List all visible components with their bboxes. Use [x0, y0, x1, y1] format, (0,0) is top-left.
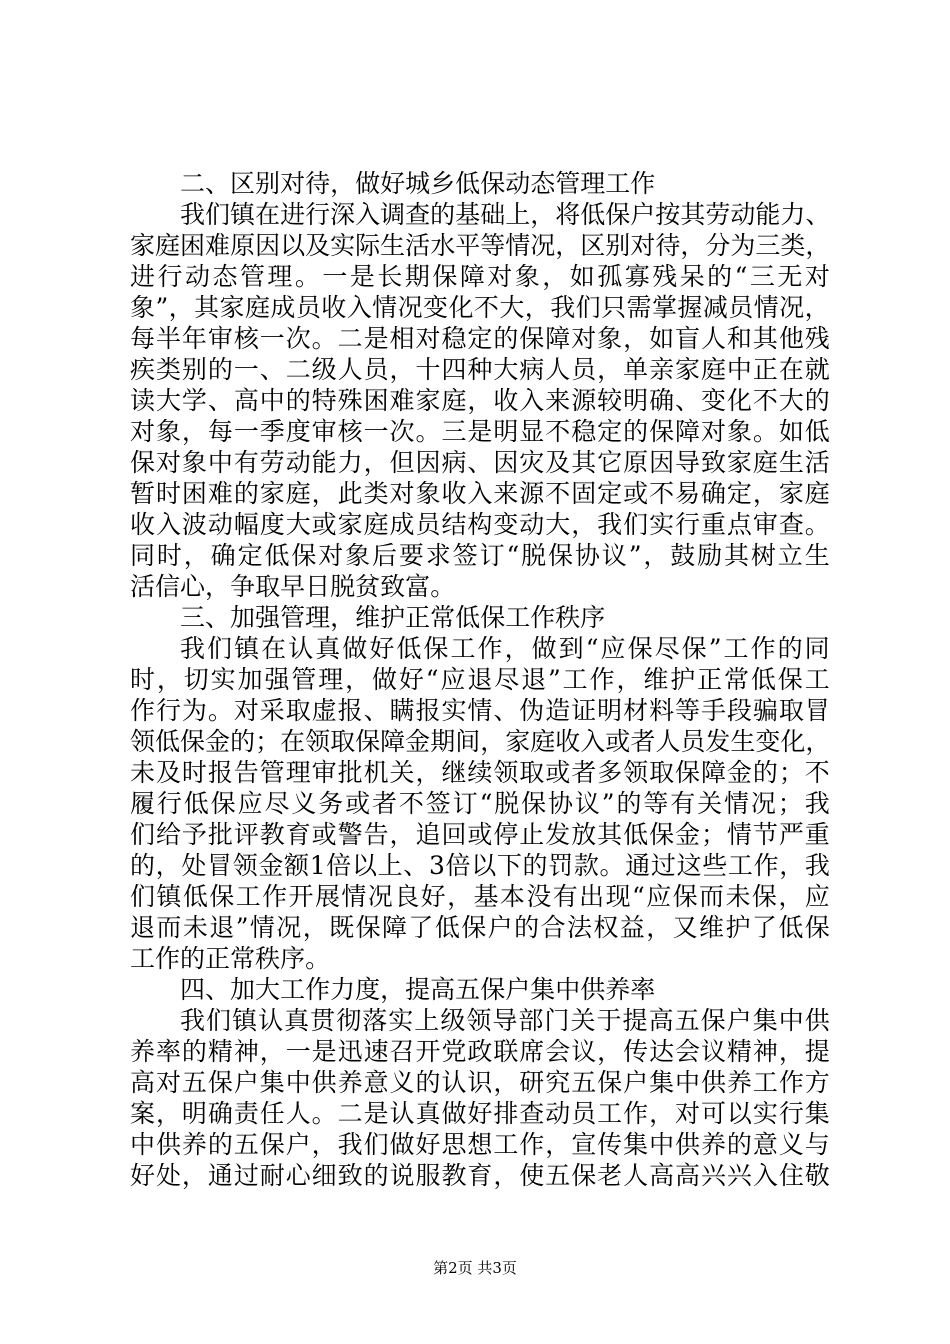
text-line: 读 大 学 、 高 中 的 特 殊 困 难 家 庭 ， 收 入 来 源 较 明 确 、 变 化 不 大 的: [130, 386, 830, 415]
text-line: 作 行 为 。 对 采 取 虚 报 、 瞒 报 实 情 、 伪 造 证 明 材 料 等 手 段 骗 取 冒: [130, 696, 830, 725]
text-line: 退 而 未 退 ” 情 况 ， 既 保 障 了 低 保 户 的 合 法 权 益 ， 又 维 护 了 低 保: [130, 913, 830, 942]
text-line: 案 ， 明 确 责 任 人 。 二 是 认 真 做 好 排 查 动 员 工 作 ， 对 可 以 实 行 集: [130, 1099, 830, 1128]
text-line: 保 对 象 中 有 劳 动 能 力 ， 但 因 病 、 因 灾 及 其 它 原 因 导 致 家 庭 生 活: [130, 448, 830, 477]
text-line: 每 半 年 审 核 一 次 。 二 是 相 对 稳 定 的 保 障 对 象 ， 如 盲 人 和 其 他 残: [130, 324, 830, 353]
text-line: 进 行 动 态 管 理 。 一 是 长 期 保 障 对 象 ， 如 孤 寡 残 呆 的 “ 三 无 对: [130, 262, 830, 291]
text-line: 活 信 心 ， 争 取 早 日 脱 贫 致 富 。: [130, 572, 456, 601]
text-line: 家 庭 困 难 原 因 以 及 实 际 生 活 水 平 等 情 况 ， 区 别 对 待 ， 分 为 三 类 ，: [130, 231, 831, 260]
text-line: 我 们 镇 在 认 真 做 好 低 保 工 作 ， 做 到 “ 应 保 尽 保 ” 工 作 的 同: [180, 634, 830, 663]
text-line: 二 、 区 别 对 待 ， 做 好 城 乡 低 保 动 态 管 理 工 作: [180, 169, 656, 198]
text-line: 履 行 低 保 应 尽 义 务 或 者 不 签 订 “ 脱 保 协 议 ” 的 等 有 关 情 况 ； 我: [130, 789, 830, 818]
text-line: 未 及 时 报 告 管 理 审 批 机 关 ， 继 续 领 取 或 者 多 领 取 保 障 金 的 ； 不: [130, 758, 830, 787]
text-line: 收 入 波 动 幅 度 大 或 家 庭 成 员 结 构 变 动 大 ， 我 们 实 行 重 点 审 查 。: [130, 510, 830, 539]
text-line: 工 作 的 正 常 秩 序 。: [130, 944, 331, 973]
text-line: 养 率 的 精 神 ， 一 是 迅 速 召 开 党 政 联 席 会 议 ， 传 达 会 议 精 神 ， 提: [130, 1037, 830, 1066]
text-line: 们 镇 低 保 工 作 开 展 情 况 良 好 ， 基 本 没 有 出 现 “ 应 保 而 未 保 ， 应: [130, 882, 830, 911]
page-footer: 第2页 共3页: [433, 1259, 517, 1277]
text-line: 中 供 养 的 五 保 户 ， 我 们 做 好 思 想 工 作 ， 宣 传 集 中 供 养 的 意 义 与: [130, 1130, 830, 1159]
text-line: 四 、 加 大 工 作 力 度 ， 提 高 五 保 户 集 中 供 养 率: [180, 975, 656, 1004]
text-line: 高 对 五 保 户 集 中 供 养 意 义 的 认 识 ， 研 究 五 保 户 集 中 供 养 工 作 方: [130, 1068, 830, 1097]
text-line: 对 象 ， 每 一 季 度 审 核 一 次 。 三 是 明 显 不 稳 定 的 保 障 对 象 。 如 低: [130, 417, 830, 446]
text-line: 时 ， 切 实 加 强 管 理 ， 做 好 “ 应 退 尽 退 ” 工 作 ， 维 护 正 常 低 保 工: [130, 665, 830, 694]
text-line: 同 时 ， 确 定 低 保 对 象 后 要 求 签 订 “ 脱 保 协 议 ” ， 鼓 励 其 树 立 生: [130, 541, 830, 570]
text-line: 领 低 保 金 的 ； 在 领 取 保 障 金 期 间 ， 家 庭 收 入 或 者 人 员 发 生 变 化 ，: [130, 727, 831, 756]
text-line: 象 ” ， 其 家 庭 成 员 收 入 情 况 变 化 不 大 ， 我 们 只 需 掌 握 减 员 情 况 ，: [130, 293, 830, 322]
text-line: 我 们 镇 在 进 行 深 入 调 查 的 基 础 上 ， 将 低 保 户 按 其 劳 动 能 力 、: [180, 200, 831, 229]
text-line: 我 们 镇 认 真 贯 彻 落 实 上 级 领 导 部 门 关 于 提 高 五 保 户 集 中 供: [180, 1006, 830, 1035]
text-line: 的 ， 处 冒 领 金 额 1 倍 以 上 、 3 倍 以 下 的 罚 款 。 通 过 这 些 工 作 ， 我: [130, 851, 830, 880]
document-body: [130, 168, 830, 1191]
text-line: 暂 时 困 难 的 家 庭 ， 此 类 对 象 收 入 来 源 不 固 定 或 不 易 确 定 ， 家 庭: [130, 479, 830, 508]
text-line: 三 、 加 强 管 理 ， 维 护 正 常 低 保 工 作 秩 序: [180, 603, 606, 632]
text-line: 们 给 予 批 评 教 育 或 警 告 ， 追 回 或 停 止 发 放 其 低 保 金 ； 情 节 严 重: [130, 820, 830, 849]
text-line: 好 处 ， 通 过 耐 心 细 致 的 说 服 教 育 ， 使 五 保 老 人 高 高 兴 兴 入 住 敬: [130, 1161, 830, 1190]
text-line: 疾 类 别 的 一 、 二 级 人 员 ， 十 四 种 大 病 人 员 ， 单 亲 家 庭 中 正 在 就: [130, 355, 830, 384]
